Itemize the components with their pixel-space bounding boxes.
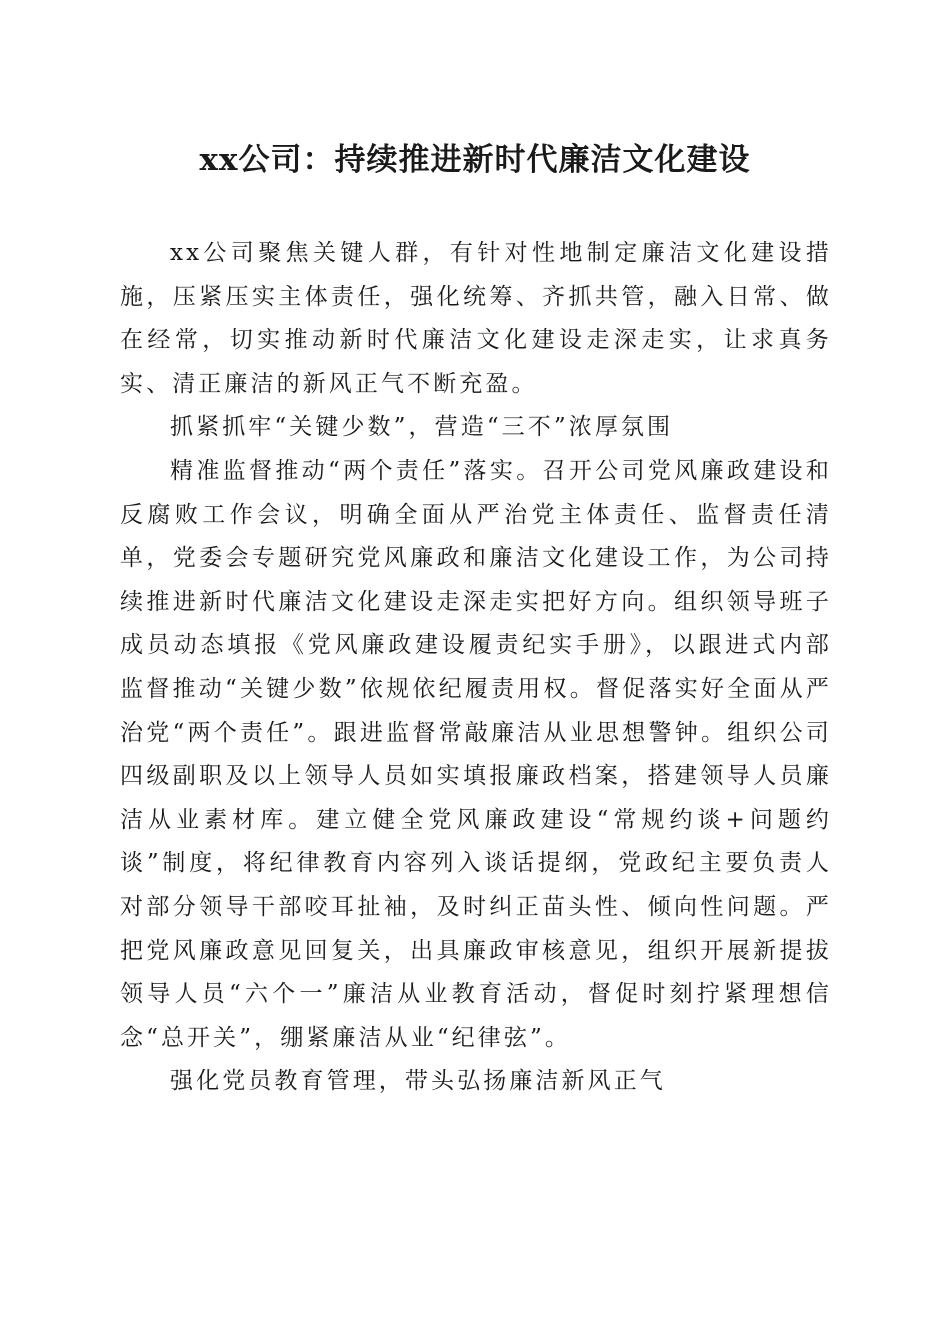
section-heading-key-minority: 抓紧抓牢“关键少数”，营造“三不”浓厚氛围 (170, 414, 674, 441)
section-heading-party-education: 强化党员教育管理，带头弘扬廉洁新风正气 (170, 1068, 666, 1095)
intro-paragraph: xx公司聚焦关键人群，有针对性地制定廉洁文化建设措施，压紧压实主体责任，强化统筹、齐抓共管，融入日常、做在经常，切实推动新时代廉洁文化建设走深走实，让求真务实、清正廉洁的新风正气不断充盈。 (120, 240, 832, 397)
document-body (120, 232, 832, 1104)
supervision-paragraph: 精准监督推动“两个责任”落实。召开公司党风廉政建设和反腐败工作会议，明确全面从严治党主体责任、监督责任清单，党委会专题研究党风廉政和廉洁文化建设工作，为公司持续推进新时代廉洁文化建设走深走实把好方向。组织领导班子成员动态填报《党风廉政建设履责纪实手册》，以跟进式内部监督推动“关键少数”依规依纪履责用权。督促落实好全面从严治党“两个责任”。跟进监督常敲廉洁从业思想警钟。组织公司四级副职及以上领导人员如实填报廉政档案，搭建领导人员廉洁从业素材库。建立健全党风廉政建设“常规约谈+问题约谈”制度，将纪律教育内容列入谈话提纲，党政纪主要负责人对部分领导干部咬耳扯袖，及时纠正苗头性、倾向性问题。严把党风廉政意见回复关，出具廉政审核意见，组织开展新提拔领导人员“六个一”廉洁从业教育活动，督促时刻拧紧理想信念“总开关”，绷紧廉洁从业“纪律弦”。 (120, 457, 832, 1051)
page-title: xx公司：持续推进新时代廉洁文化建设 (199, 142, 751, 178)
